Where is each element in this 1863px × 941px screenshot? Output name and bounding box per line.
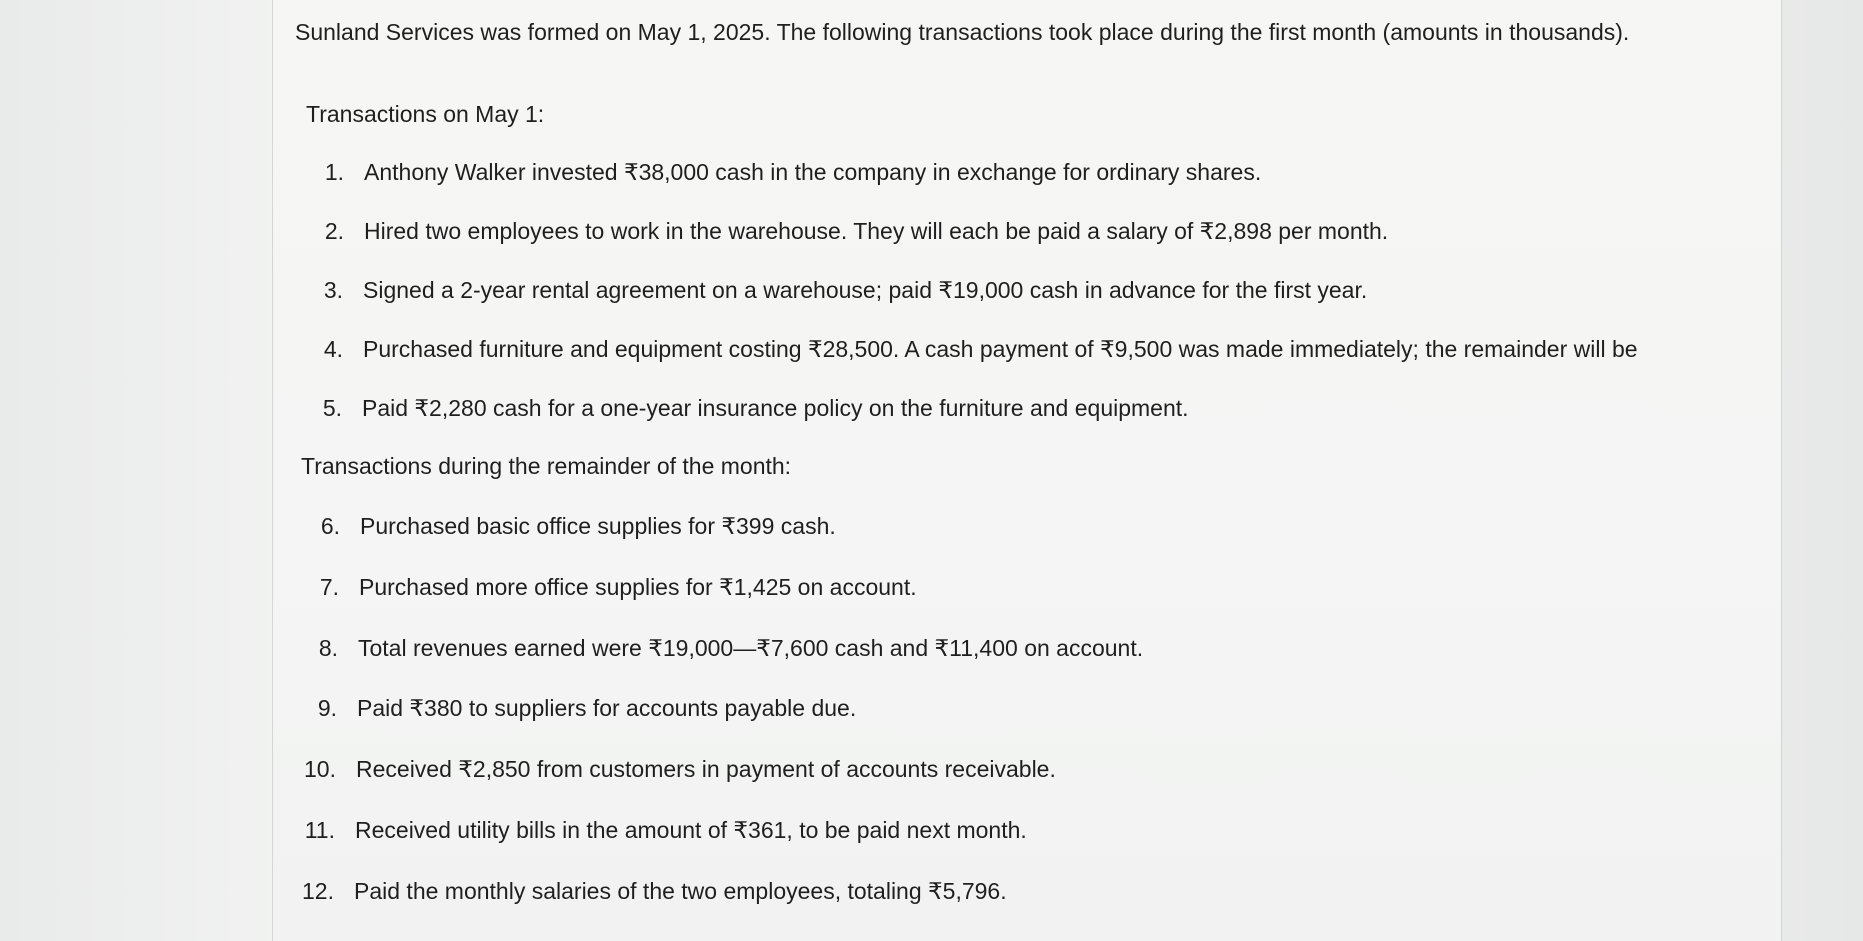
item-number: 10. xyxy=(304,756,336,782)
item-number: 4. xyxy=(323,336,343,362)
item-text: Purchased basic office supplies for ₹399 cash. xyxy=(360,513,836,539)
item-number: 7. xyxy=(319,574,339,600)
item-number: 11. xyxy=(304,817,335,843)
item-text: Anthony Walker invested ₹38,000 cash in the company in exchange for ordinary shares. xyxy=(364,159,1262,185)
item-text: Total revenues earned were ₹19,000—₹7,600 cash and ₹11,400 on account. xyxy=(358,635,1144,661)
item-text: Paid the monthly salaries of the two employees, totaling ₹5,796. xyxy=(354,878,1007,904)
item-number: 8. xyxy=(318,635,338,661)
item-text: Received utility bills in the amount of ₹361, to be paid next month. xyxy=(355,817,1027,843)
section-heading-remainder: Transactions during the remainder of the month: xyxy=(301,453,792,479)
item-number: 12. xyxy=(302,878,334,904)
item-text: Purchased furniture and equipment costing ₹28,500. A cash payment of ₹9,500 was made immediately; the remainder will be xyxy=(363,336,1638,362)
item-text: Signed a 2-year rental agreement on a warehouse; paid ₹19,000 cash in advance for the first year. xyxy=(363,277,1368,303)
item-text: Paid ₹380 to suppliers for accounts payable due. xyxy=(357,695,857,721)
item-number: 1. xyxy=(324,159,344,185)
intro-paragraph: Sunland Services was formed on May 1, 2025. The following transactions took place during the first month (amounts in thousands). xyxy=(295,19,1630,45)
item-number: 3. xyxy=(323,277,343,303)
section-heading-may1: Transactions on May 1: xyxy=(306,101,545,127)
item-number: 6. xyxy=(320,513,340,539)
item-text: Hired two employees to work in the warehouse. They will each be paid a salary of ₹2,898 per month. xyxy=(364,218,1389,244)
item-text: Received ₹2,850 from customers in payment of accounts receivable. xyxy=(356,756,1056,782)
item-number: 9. xyxy=(317,695,337,721)
item-number: 5. xyxy=(322,395,342,421)
item-number: 2. xyxy=(324,218,344,244)
item-text: Purchased more office supplies for ₹1,425 on account. xyxy=(359,574,917,600)
item-text: Paid ₹2,280 cash for a one-year insurance policy on the furniture and equipment. xyxy=(362,395,1189,421)
